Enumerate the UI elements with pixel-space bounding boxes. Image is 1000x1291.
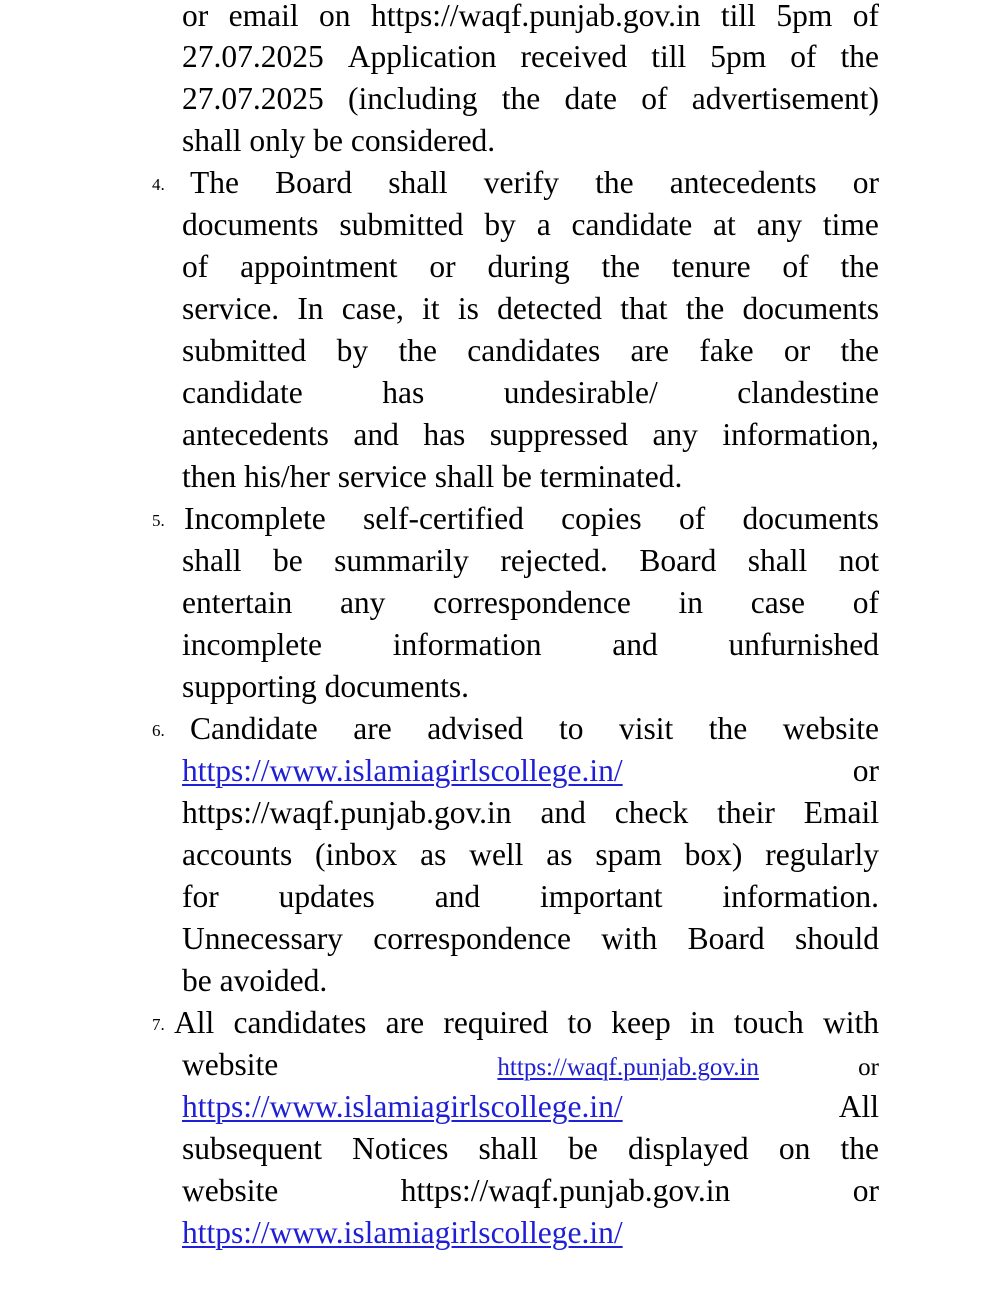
- word: clandestine: [737, 375, 879, 410]
- word: of: [782, 249, 809, 284]
- word: correspondence: [433, 585, 631, 620]
- word: keep: [611, 1005, 671, 1040]
- word: information.: [722, 879, 879, 914]
- word: case: [750, 585, 805, 620]
- word: antecedents: [182, 417, 329, 452]
- word: (inbox: [315, 837, 398, 872]
- text-line: [182, 78, 879, 120]
- word: documents: [742, 291, 879, 326]
- word: for: [182, 879, 219, 914]
- word: by: [336, 333, 369, 368]
- word: are: [630, 333, 669, 368]
- word: website: [182, 1047, 279, 1082]
- text-line: [190, 708, 879, 750]
- word: shall only be considered.: [182, 123, 496, 158]
- text-line: [182, 36, 879, 78]
- word: be avoided.: [182, 963, 328, 998]
- text-line: [182, 372, 879, 414]
- text-line: [182, 1086, 879, 1128]
- text-line: [182, 750, 879, 792]
- word: has: [423, 417, 466, 452]
- word: shall: [388, 165, 448, 200]
- word: of: [182, 249, 209, 284]
- word: till: [651, 39, 687, 74]
- text-line: [182, 876, 879, 918]
- word: has: [382, 375, 425, 410]
- word: visit: [618, 711, 674, 746]
- word: documents: [182, 207, 319, 242]
- word: 27.07.2025: [182, 81, 324, 116]
- word: important: [540, 879, 663, 914]
- word: email: [228, 0, 299, 33]
- word: be: [568, 1131, 598, 1166]
- word: the: [708, 711, 748, 746]
- word: the: [501, 81, 541, 116]
- word: the: [685, 291, 725, 326]
- word: submitted: [182, 333, 307, 368]
- word: information: [392, 627, 542, 662]
- word: till: [720, 0, 756, 33]
- word: any: [339, 585, 386, 620]
- text-line: [182, 330, 879, 372]
- word: https://waqf.punjab.gov.in: [182, 795, 512, 830]
- word: website: [782, 711, 879, 746]
- word: the: [601, 249, 641, 284]
- text-line: [182, 1044, 879, 1086]
- word: it: [422, 291, 440, 326]
- word: or: [783, 333, 811, 368]
- word: or: [182, 0, 209, 33]
- text-line: [182, 1128, 879, 1170]
- text-line: [182, 246, 879, 288]
- word: https://waqf.punjab.gov.in: [370, 0, 701, 33]
- word: during: [487, 249, 570, 284]
- text-line: [182, 582, 879, 624]
- word: Incomplete: [184, 501, 326, 536]
- word: subsequent: [182, 1131, 322, 1166]
- word: received: [520, 39, 628, 74]
- word: or: [852, 165, 879, 200]
- list-number: 5.: [152, 511, 165, 530]
- word: on: [778, 1131, 811, 1166]
- word: verify: [483, 165, 560, 200]
- college-website-link[interactable]: https://www.islamiagirlscollege.in/: [182, 1089, 623, 1124]
- word: the: [840, 39, 879, 74]
- word: or: [429, 249, 456, 284]
- college-website-link[interactable]: https://www.islamiagirlscollege.in/: [182, 753, 623, 788]
- word: updates: [278, 879, 375, 914]
- word: of: [852, 0, 879, 33]
- word: of: [678, 501, 706, 536]
- word: undesirable/: [503, 375, 658, 410]
- text-line: [182, 540, 879, 582]
- word: incomplete: [182, 627, 322, 662]
- list-number: 7.: [152, 1015, 165, 1034]
- text-line: [190, 162, 879, 204]
- word: spam: [595, 837, 662, 872]
- word: date: [564, 81, 617, 116]
- text-line: [182, 120, 879, 162]
- word: https://waqf.punjab.gov.in: [400, 1173, 731, 1208]
- word: suppressed: [489, 417, 628, 452]
- word: a: [536, 207, 551, 242]
- word: in: [678, 585, 704, 620]
- word: 27.07.2025: [182, 39, 324, 74]
- word: are: [353, 711, 392, 746]
- word: well: [469, 837, 524, 872]
- word: any: [756, 207, 803, 242]
- waqf-website-link[interactable]: https://waqf.punjab.gov.in: [497, 1054, 759, 1081]
- word: advised: [427, 711, 524, 746]
- word: as: [546, 837, 573, 872]
- word: should: [794, 921, 879, 956]
- word: case,: [341, 291, 404, 326]
- word: candidate: [182, 375, 303, 410]
- list-number: 4.: [152, 175, 165, 194]
- text-line: [182, 792, 879, 834]
- word: copies: [561, 501, 642, 536]
- word: shall: [182, 543, 242, 578]
- word: advertisement): [691, 81, 879, 116]
- word: with: [601, 921, 658, 956]
- word: by: [484, 207, 516, 242]
- word: Unnecessary: [182, 921, 343, 956]
- word: not: [838, 543, 879, 578]
- word: documents: [742, 501, 879, 536]
- word: In: [297, 291, 324, 326]
- word: displayed: [627, 1131, 749, 1166]
- word: All: [174, 1005, 215, 1040]
- word: or: [858, 1054, 879, 1081]
- word: be: [272, 543, 303, 578]
- word: All: [838, 1089, 879, 1124]
- text-line: [182, 1212, 879, 1254]
- word: to: [558, 711, 584, 746]
- word: at: [713, 207, 736, 242]
- word: accounts: [182, 837, 293, 872]
- word: and: [540, 795, 586, 830]
- word: antecedents: [669, 165, 817, 200]
- text-line: [182, 204, 879, 246]
- word: the: [840, 1131, 879, 1166]
- word: The: [190, 165, 239, 200]
- word: Board: [275, 165, 353, 200]
- word: Email: [803, 795, 879, 830]
- word: supporting documents.: [182, 669, 469, 704]
- word: and: [434, 879, 481, 914]
- word: with: [822, 1005, 879, 1040]
- text-line: [182, 0, 879, 37]
- word: are: [385, 1005, 425, 1040]
- word: unfurnished: [728, 627, 879, 662]
- college-website-link[interactable]: https://www.islamiagirlscollege.in/: [182, 1215, 623, 1250]
- word: then his/her service shall be terminated.: [182, 459, 683, 494]
- word: Notices: [352, 1131, 449, 1166]
- word: the: [595, 165, 634, 200]
- word: check: [614, 795, 689, 830]
- word: 5pm: [710, 39, 767, 74]
- word: candidates: [233, 1005, 367, 1040]
- word: entertain: [182, 585, 293, 620]
- word: time: [822, 207, 879, 242]
- word: that: [620, 291, 668, 326]
- word: tenure: [671, 249, 751, 284]
- word: Board: [687, 921, 765, 956]
- word: appointment: [240, 249, 398, 284]
- word: is: [457, 291, 479, 326]
- word: the: [398, 333, 437, 368]
- word: submitted: [339, 207, 464, 242]
- word: Application: [347, 39, 497, 74]
- text-line: [174, 1002, 879, 1044]
- word: to: [567, 1005, 593, 1040]
- word: the: [840, 249, 879, 284]
- word: information,: [722, 417, 879, 452]
- text-line: [182, 666, 879, 708]
- word: (including: [348, 81, 478, 116]
- word: candidate: [571, 207, 693, 242]
- word: self-certified: [362, 501, 524, 536]
- word: Candidate: [190, 711, 318, 746]
- word: summarily: [334, 543, 469, 578]
- text-line: [182, 834, 879, 876]
- word: website: [182, 1173, 279, 1208]
- word: touch: [733, 1005, 804, 1040]
- word: candidates: [467, 333, 601, 368]
- word: rejected.: [500, 543, 608, 578]
- word: or: [852, 753, 879, 788]
- text-line: [182, 624, 879, 666]
- text-line: [182, 456, 879, 498]
- word: of: [852, 585, 879, 620]
- text-line: [182, 414, 879, 456]
- text-line: [182, 1170, 879, 1212]
- text-line: [182, 918, 879, 960]
- word: of: [641, 81, 668, 116]
- word: shall: [747, 543, 808, 578]
- word: the: [840, 333, 879, 368]
- word: any: [652, 417, 698, 452]
- text-line: [182, 288, 879, 330]
- word: correspondence: [373, 921, 571, 956]
- word: and: [353, 417, 399, 452]
- text-line: [182, 960, 879, 1002]
- word: their: [717, 795, 775, 830]
- word: and: [612, 627, 658, 662]
- word: regularly: [765, 837, 879, 872]
- word: as: [420, 837, 447, 872]
- word: 5pm: [776, 0, 833, 33]
- word: required: [443, 1005, 549, 1040]
- word: fake: [699, 333, 754, 368]
- text-line: [184, 498, 879, 540]
- word: of: [790, 39, 817, 74]
- word: Board: [639, 543, 717, 578]
- list-number: 6.: [152, 721, 165, 740]
- word: on: [319, 0, 351, 33]
- word: detected: [497, 291, 603, 326]
- word: box): [684, 837, 743, 872]
- word: in: [690, 1005, 715, 1040]
- word: or: [852, 1173, 879, 1208]
- word: shall: [478, 1131, 538, 1166]
- word: service.: [182, 291, 280, 326]
